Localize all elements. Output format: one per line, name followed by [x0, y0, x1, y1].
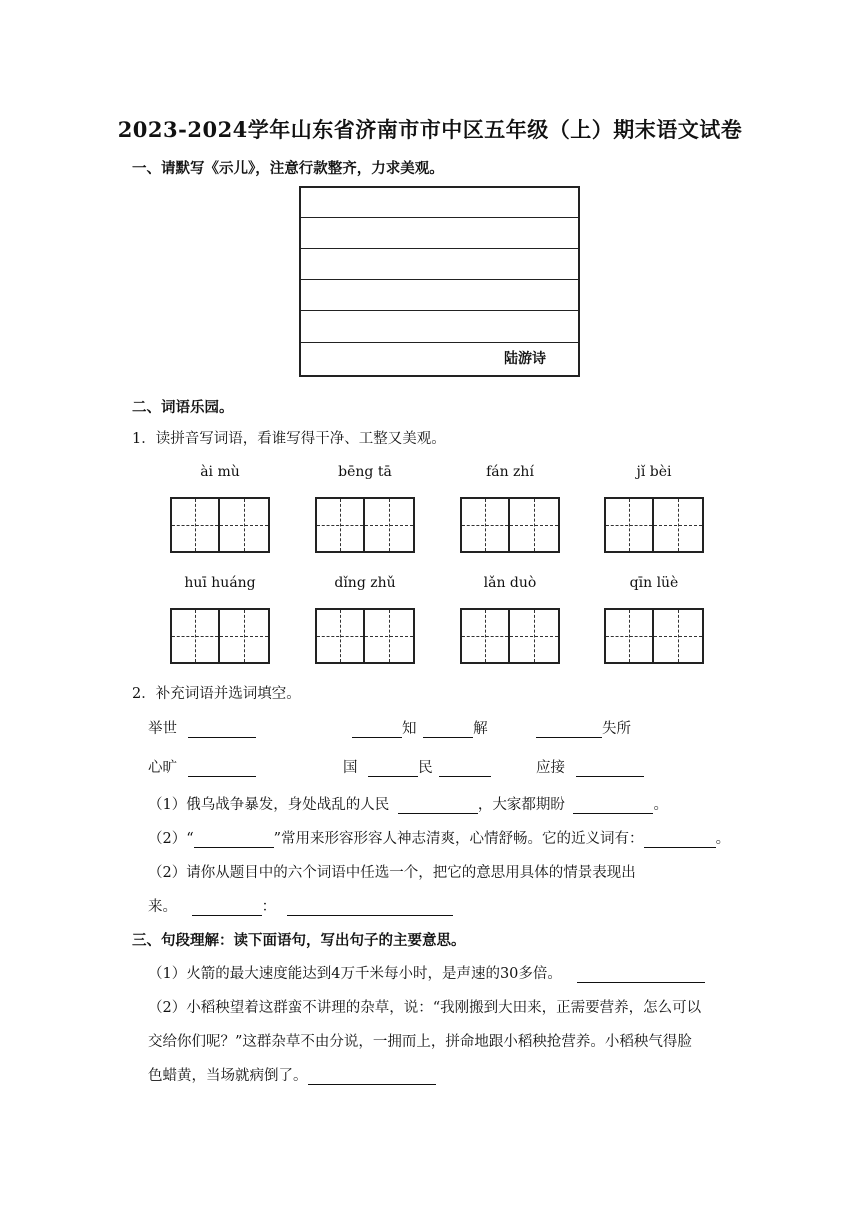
sentence-text: ，大家都期盼: [477, 797, 565, 813]
char-cell[interactable]: [220, 497, 270, 553]
idiom-item: [343, 756, 491, 777]
idiom-prefix: 举世: [148, 721, 177, 737]
tianzige-box[interactable]: [604, 608, 704, 664]
answer-blank[interactable]: [576, 760, 644, 777]
char-cell[interactable]: [604, 608, 654, 664]
pinyin-label: lǎn duò: [483, 575, 537, 591]
sentence-text: （1）俄乌战争暴发，身处战乱的人民: [148, 797, 390, 813]
answer-blank[interactable]: [287, 899, 453, 916]
pinyin-label: bēng tā: [338, 464, 392, 480]
char-cell[interactable]: [460, 497, 510, 553]
idiom-item: [536, 756, 644, 777]
answer-blank[interactable]: [188, 760, 256, 777]
idiom-char: 民: [418, 760, 433, 776]
char-cell[interactable]: [510, 608, 560, 664]
sentence-text: 来。: [148, 899, 177, 915]
idiom-item: [148, 756, 256, 777]
q2-instruction: 2．补充词语并选词填空。: [132, 686, 301, 702]
char-cell[interactable]: [654, 608, 704, 664]
idiom-prefix: 心旷: [148, 760, 177, 776]
char-cell[interactable]: [365, 608, 415, 664]
idiom-char: 解: [473, 721, 488, 737]
answer-blank[interactable]: [644, 831, 716, 848]
s3-question-1: [148, 962, 705, 983]
section3-heading: 三、句段理解：读下面语句，写出句子的主要意思。: [132, 932, 466, 949]
section2-heading: 二、词语乐园。: [132, 399, 234, 416]
char-cell[interactable]: [460, 608, 510, 664]
answer-blank[interactable]: [439, 760, 491, 777]
tianzige-box[interactable]: [315, 497, 415, 553]
answer-blank[interactable]: [368, 760, 418, 777]
tianzige-box[interactable]: [170, 608, 270, 664]
answer-blank[interactable]: [398, 797, 478, 814]
char-cell[interactable]: [315, 497, 365, 553]
sentence-1: [148, 793, 668, 814]
idiom-item: [148, 717, 256, 738]
idiom-char: 国: [343, 760, 358, 776]
tianzige-box[interactable]: [604, 497, 704, 553]
tianzige-box[interactable]: [315, 608, 415, 664]
tianzige-box[interactable]: [460, 608, 560, 664]
answer-blank[interactable]: [308, 1068, 436, 1085]
pinyin-label: huī huáng: [184, 575, 256, 591]
idiom-item: [536, 717, 631, 738]
pinyin-label: qīn lüè: [629, 575, 679, 591]
sentence-2: [148, 827, 730, 848]
sentence-text: ：: [261, 899, 277, 915]
page-title: 2023-2024学年山东省济南市市中区五年级（上）期末语文试卷: [117, 117, 743, 142]
idiom-prefix: 应接: [536, 760, 565, 776]
poem-writing-box[interactable]: [299, 186, 580, 377]
pinyin-label: jǐ bèi: [636, 464, 672, 480]
sentence-text: （2）“: [148, 831, 194, 847]
char-cell[interactable]: [604, 497, 654, 553]
sentence-3-cont: [148, 895, 453, 916]
poem-author: 陆游诗: [504, 351, 546, 367]
char-cell[interactable]: [170, 608, 220, 664]
char-cell[interactable]: [220, 608, 270, 664]
sentence-text: ”常用来形容形容人神志清爽，心情舒畅。它的近义词有：: [273, 831, 644, 847]
idiom-item: [352, 717, 488, 738]
s3-question-2-line3: [148, 1064, 436, 1085]
char-cell[interactable]: [510, 497, 560, 553]
idiom-suffix: 失所: [602, 721, 631, 737]
answer-blank[interactable]: [352, 721, 402, 738]
answer-blank[interactable]: [577, 966, 705, 983]
writing-line: [301, 342, 578, 343]
char-cell[interactable]: [365, 497, 415, 553]
writing-line: [301, 217, 578, 218]
writing-line: [301, 248, 578, 249]
idiom-char: 知: [402, 721, 417, 737]
pinyin-label: fán zhí: [486, 464, 534, 480]
answer-blank[interactable]: [188, 721, 256, 738]
answer-blank[interactable]: [194, 831, 274, 848]
sentence-3: （2）请你从题目中的六个词语中任选一个，把它的意思用具体的情景表现出: [148, 865, 636, 881]
char-cell[interactable]: [654, 497, 704, 553]
answer-blank[interactable]: [536, 721, 602, 738]
char-cell[interactable]: [315, 608, 365, 664]
question-text: 色蜡黄，当场就病倒了。: [148, 1068, 308, 1084]
q1-instruction: 1．读拼音写词语，看谁写得干净、工整又美观。: [132, 431, 446, 447]
section1-heading: 一、请默写《示儿》，注意行款整齐，力求美观。: [132, 160, 444, 177]
sentence-text: 。: [715, 831, 731, 847]
tianzige-box[interactable]: [460, 497, 560, 553]
s3-question-2: （2）小稻秧望着这群蛮不讲理的杂草，说：“我刚搬到大田来，正需要营养，怎么可以: [148, 1000, 702, 1016]
writing-line: [301, 310, 578, 311]
tianzige-box[interactable]: [170, 497, 270, 553]
answer-blank[interactable]: [573, 797, 653, 814]
question-text: （1）火箭的最大速度能达到4万千米每小时，是声速的30多倍。: [148, 966, 562, 982]
pinyin-label: ài mù: [200, 464, 240, 480]
char-cell[interactable]: [170, 497, 220, 553]
s3-question-2-line2: 交给你们呢？”这群杂草不由分说，一拥而上，拼命地跟小稻秧抢营养。小稻秧气得脸: [148, 1034, 692, 1050]
pinyin-label: dǐng zhǔ: [334, 575, 396, 591]
sentence-text: 。: [653, 797, 668, 813]
answer-blank[interactable]: [192, 899, 262, 916]
writing-line: [301, 279, 578, 280]
answer-blank[interactable]: [423, 721, 473, 738]
